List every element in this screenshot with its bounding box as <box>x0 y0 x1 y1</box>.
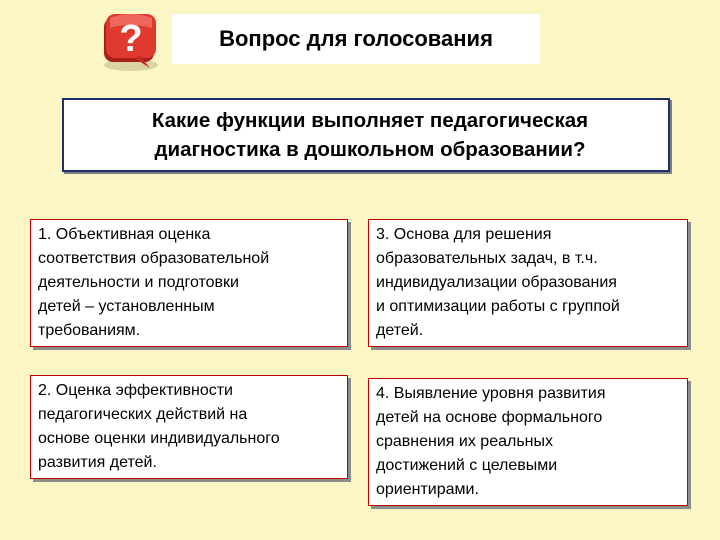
answer-line: 2. Оценка эффективности <box>38 382 233 399</box>
answer-line: сравнения их реальных <box>376 433 553 450</box>
answer-line: основе оценки индивидуального <box>38 430 280 447</box>
answer-option-3[interactable] <box>368 219 688 347</box>
question-mark-icon <box>100 12 162 74</box>
answer-line: индивидуализации образования <box>376 274 617 291</box>
answer-option-1[interactable] <box>30 219 348 347</box>
answer-line: и оптимизации работы с группой <box>376 298 620 315</box>
answer-line: детей. <box>376 322 424 339</box>
answer-line: образовательных задач, в т.ч. <box>376 250 598 267</box>
answer-line: деятельности и подготовки <box>38 274 239 291</box>
answer-line: детей на основе формального <box>376 409 603 426</box>
title-box <box>172 14 540 64</box>
question-line: диагностика в дошкольном образовании? <box>154 138 586 161</box>
question-line: Какие функции выполняет педагогическая <box>151 109 589 132</box>
question-text <box>82 106 650 164</box>
page-title: Вопрос для голосования <box>219 26 493 51</box>
answer-option-4[interactable] <box>368 378 688 506</box>
answer-line: 4. Выявление уровня развития <box>376 385 606 402</box>
svg-text:?: ? <box>119 18 143 60</box>
answer-option-2[interactable] <box>30 375 348 479</box>
answer-line: достижений с целевыми <box>376 457 558 474</box>
answer-line: детей – установленным <box>38 298 215 315</box>
answer-line: 1. Объективная оценка <box>38 226 211 243</box>
answer-line: ориентирами. <box>376 481 479 498</box>
answer-line: соответствия образовательной <box>38 250 270 267</box>
answer-line: 3. Основа для решения <box>376 226 552 243</box>
answer-line: требованиям. <box>38 322 141 339</box>
answer-line: педагогических действий на <box>38 406 248 423</box>
question-box <box>62 98 670 172</box>
answer-line: развития детей. <box>38 454 157 471</box>
